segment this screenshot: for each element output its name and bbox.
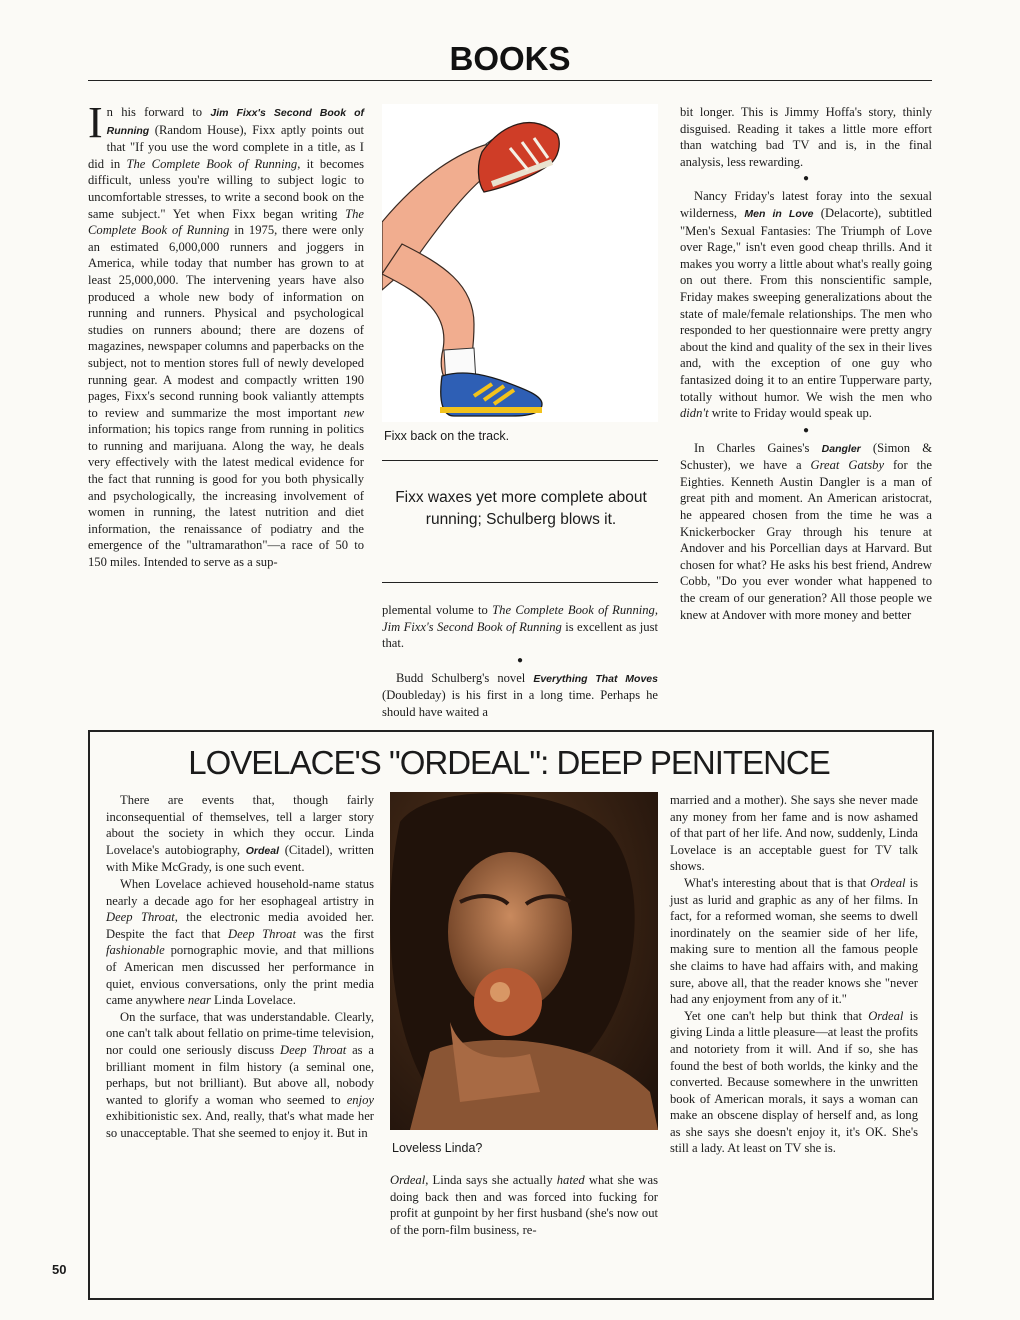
text-run: in 1975, there were only an estimated 6,000,000 runners and joggers in America, while today that number has grown to at least 25,000,000. The intervening years have also produced a whole new body of information on running and runners. Physical and psychological studies on runners abound; there are dozens of magazines, newspaper columns and paperbacks on the subject, not to mention stores full of newly developed running gear. A modest and compactly written 190 pages, Fixx's second running book valiantly attempts to review and summarize the most important [88, 223, 364, 420]
book-title: Ordeal [245, 844, 280, 857]
text-run: Yet one can't help but think that [684, 1008, 869, 1023]
emphasis: hated [556, 1173, 585, 1187]
bullet-separator: ● [802, 173, 810, 185]
book-title: Great Gatsby [810, 458, 885, 473]
book-title: The Complete Book of Running [126, 156, 298, 171]
emphasis: fashionable [106, 943, 165, 958]
bullet-separator: ● [802, 424, 810, 436]
pull-quote-rule-top [382, 460, 658, 461]
lovelace-headline: LOVELACE'S "ORDEAL": DEEP PENITENCE [188, 744, 830, 781]
text-run: Budd Schulberg's novel [396, 670, 534, 685]
text-run: was the first [295, 926, 375, 941]
book-title: Everything That Moves [533, 672, 658, 685]
running-legs-image [382, 104, 658, 422]
running-illustration [382, 104, 658, 422]
text-run: is excellent as just that. [382, 619, 658, 651]
text-run: n his forward to [106, 105, 211, 119]
emphasis: didn't [680, 406, 709, 421]
text-run: (Citadel), written with Mike McGrady, is one such event. [106, 842, 374, 875]
books-column-3 [680, 104, 932, 623]
text-run: (Doubleday) is his first in a long time. Perhaps he should have waited a [382, 688, 658, 719]
text-run: In Charles Gaines's [694, 440, 822, 455]
book-title: Men in Love [744, 207, 814, 220]
text-run: information; his topics range from running in politics to running and marijuana. Along the way, he deals very effectively with the latest medical evidence for the fact that running is good for you both physically and psychologically, the increasing involvement of women in running, the latest nutrition and diet information, the renaissance of podiatry and the emergence of the "ultramarathon"—a race of 50 to 150 miles. Intended to serve as a sup- [88, 422, 364, 570]
text-run: as a brilliant moment in film history (a seminal one, perhaps, but not brilliant). But above all, nobody wanted to glorify a woman who seemed to [106, 1042, 374, 1107]
text-run: plemental volume to [382, 603, 493, 617]
pull-quote-rule-bottom [382, 582, 658, 583]
book-title: Dangler [821, 442, 861, 455]
text-run: is giving Linda a little pleasure—at least the profits and notoriety from it will. And if so, she has found the best of both worlds, the kinky and the converted. Because somewhere in the unwritten book of American morals, it says a woman can make an obscene display of herself and, as long as she says she doesn't enjoy it, it's OK. She's still a lady. At least on TV she is. [670, 1008, 918, 1156]
book-title: Ordeal [868, 1008, 904, 1023]
text-run: what she was doing back then and was forced into fucking for profit at gunpoint by her first husband (she's now out of the porn-film business, re- [390, 1173, 658, 1237]
pull-quote: Fixx waxes yet more complete about running; Schulberg blows it. [395, 489, 647, 528]
text-run: , it becomes difficult, unless you're willing to subject logic to uncomfortable stresses, to write a second book on the same subject." Yet when Fixx began writing [88, 156, 364, 221]
lovelace-column-1 [106, 792, 374, 1141]
bullet-separator: ● [516, 654, 524, 666]
photo-caption: Loveless Linda? [392, 1141, 483, 1155]
text-run: is just as lurid and graphic as any of her films. In fact, for a reformed woman, she seems to dwell inordinately on the seamier side of her life, making sure to mention all the famous people she claims to have had affairs with, and making sure, above all, that the reader knows she "never had any enjoyment from any of it." [670, 875, 918, 1007]
text-run: write to Friday would speak up. [708, 406, 872, 421]
text-run: (Delacorte), subtitled "Men's Sexual Fantasies: The Triumph of Love over Rage," isn't even good cheap thrills. And it makes you worry a little about what's really going on out there. From this nonscientific sample, Friday makes sweeping generalizations about the state of male/female relationships. The men who responded to her questionnaire were pretty angry about the kind and quality of the sex in their lives and, with the exception of one guy who fantasized doing it to an entire Tupperware party, totally without humor. We wish the men who [680, 205, 932, 404]
text-run: Linda Lovelace. [210, 993, 296, 1008]
text-run: (Random House), Fixx aptly points out that "If you use the word complete in a title, as I did in [88, 122, 364, 171]
paragraph: bit longer. This is Jimmy Hoffa's story, thinly disguised. Reading it takes a little more effort than watching bad TV and is, in the final analysis, less rewarding. [680, 105, 932, 169]
drop-cap: I [88, 98, 103, 147]
paragraph: married and a mother). She says she never made any money from her fame and is now ashamed of that part of her life. And now, suddenly, Linda Lovelace is an acceptable guest for TV talk shows. [670, 793, 918, 874]
text-run: Nancy Friday's latest foray into the sexual wilderness, [680, 189, 932, 220]
text-run: (Simon & Schuster), we have a [680, 440, 932, 473]
film-title: Deep Throat [227, 926, 296, 941]
books-column-2 [382, 602, 658, 721]
lovelace-photo [390, 792, 658, 1130]
books-column-1 [88, 98, 364, 571]
emphasis: new [343, 405, 364, 420]
book-title: The Complete Book of Running [88, 206, 364, 238]
text-run: When Lovelace achieved household-name status nearly a decade ago for her esophageal artistry in [106, 876, 374, 908]
page-number: 50 [52, 1262, 67, 1277]
film-title: Deep Throat [106, 910, 175, 925]
lovelace-column-2 [390, 1172, 658, 1238]
section-title: BOOKS [449, 40, 571, 77]
text-run: pornographic movie, and that millions of American men discussed her performance in quiet, envious conversations, only the print media came anywhere [106, 943, 374, 1008]
text-run: On the surface, that was understandable. Clearly, one can't talk about fellatio on prime-time television, nor could one seriously discuss [106, 1009, 374, 1057]
text-run: , the electronic media avoided her. Despite the fact that [106, 910, 375, 941]
book-title: Jim Fixx's Second Book of Running [106, 107, 364, 137]
film-title: Deep Throat [280, 1042, 347, 1057]
emphasis: near [187, 993, 211, 1008]
text-run: exhibitionistic sex. And, really, that's what made her so unacceptable. That she seemed to enjoy it. But in [106, 1109, 374, 1140]
book-title: Ordeal [390, 1173, 426, 1187]
text-run: , Linda says she actually [425, 1173, 557, 1187]
lovelace-portrait-image [390, 792, 658, 1130]
book-title: The Complete Book of Running, Jim Fixx's Second Book of Running [382, 603, 659, 634]
illustration-caption: Fixx back on the track. [384, 429, 510, 443]
text-run: There are events that, though fairly inconsequential of themselves, tell a larger story about the society in which they occur. Linda Lovelace's autobiography, [106, 793, 374, 857]
header-rule [88, 80, 932, 81]
book-title: Ordeal [870, 875, 906, 890]
emphasis: enjoy [346, 1092, 374, 1107]
text-run: What's interesting about that is that [684, 875, 871, 890]
lovelace-column-3 [670, 792, 918, 1157]
text-run: for the Eighties. Kenneth Austin Dangler is a man of great pith and moment. An American aristocrat, he appeared chosen from the time he was a Knickerbocker Gray through his tenure at Andover and his Porcellian days at Harvard. But chosen for what? He asks his best friend, Andrew Cobb, "Do you ever wonder what happened to the cream of our generation? All those people we knew at Andover with more money and better [680, 458, 932, 622]
